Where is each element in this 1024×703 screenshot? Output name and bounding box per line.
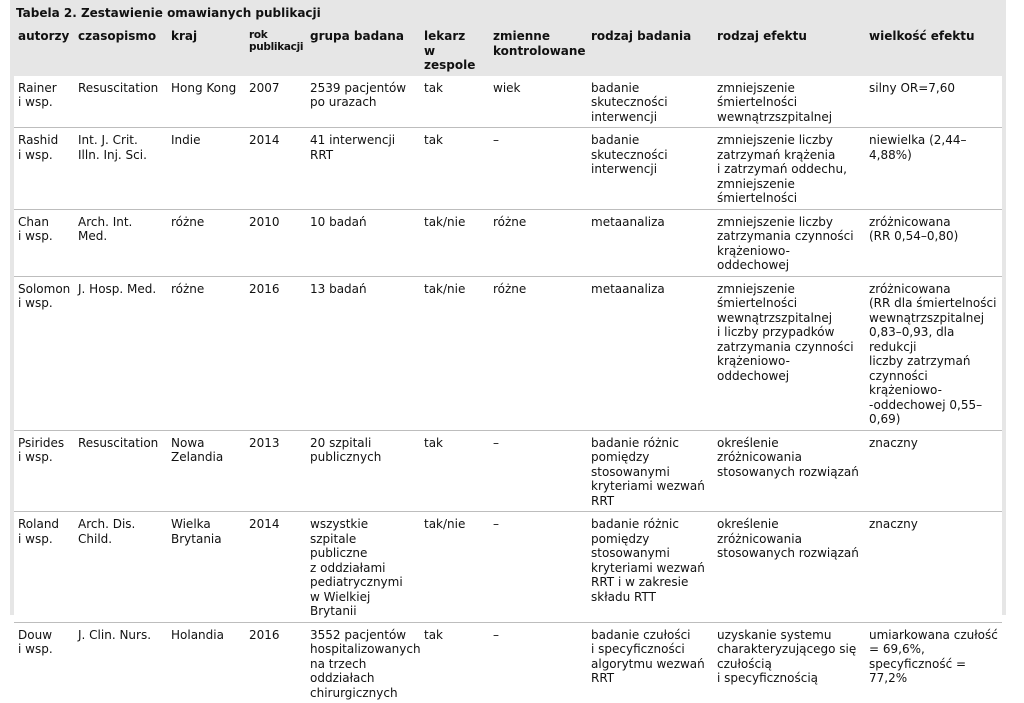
cell-year: 2014 (245, 512, 306, 623)
cell-year: 2016 (249, 627, 280, 642)
cell-effect-size: zróżnicowana (RR 0,54–0,80) (865, 209, 1002, 276)
cell-study-type: metaanaliza (587, 209, 713, 276)
column-header-effect-size: wielkość efektu (865, 24, 1002, 76)
column-header-effect-type: rodzaj efektu (713, 24, 865, 76)
cell-group: 10 badań (306, 209, 420, 276)
cell-study-type: badanie czułości i specyficzności algorytmu wezwań RRT (591, 627, 705, 685)
cell-year: 2007 (245, 76, 306, 128)
cell-country: różne (167, 209, 245, 276)
column-header-authors: autorzy (14, 24, 74, 76)
table-row (14, 276, 1002, 430)
cell-authors: Rashid i wsp. (14, 128, 74, 210)
cell-doctor: tak/nie (420, 512, 489, 623)
cell-effect-size: silny OR=7,60 (865, 76, 1002, 128)
cell-study-type: badanie skuteczności interwencji (587, 76, 713, 128)
cell-controlled: – (489, 128, 587, 210)
cell-doctor: tak/nie (420, 276, 489, 430)
cell-year: 2016 (245, 276, 306, 430)
column-header-year: rok publikacji (245, 24, 306, 76)
cell-effect-size: niewielka (2,44–4,88%) (865, 128, 1002, 210)
cell-year: 2013 (245, 430, 306, 512)
cell-doctor: tak (420, 128, 489, 210)
table-frame (10, 0, 1006, 700)
cell-study-type: metaanaliza (587, 276, 713, 430)
column-header-study-type: rodzaj badania (587, 24, 713, 76)
cell-effect-type: uzyskanie systemu charakteryzującego się czułością i specyficznością (717, 627, 857, 685)
cell-effect-size: znaczny (865, 512, 1002, 623)
cell-country: Nowa Zelandia (167, 430, 245, 512)
cell-country: Hong Kong (167, 76, 245, 128)
cell-country: Indie (167, 128, 245, 210)
header-row (14, 24, 1002, 76)
cell-journal: J. Clin. Nurs. (78, 627, 152, 642)
cell-year: 2014 (245, 128, 306, 210)
cell-group: 2539 pacjentów po urazach (306, 76, 420, 128)
cell-journal: Resuscitation (74, 76, 167, 128)
cell-authors: Chan i wsp. (14, 209, 74, 276)
cell-authors: Roland i wsp. (14, 512, 74, 623)
cell-authors: Solomon i wsp. (14, 276, 74, 430)
table-row (14, 430, 1002, 512)
cell-effect-type: zmniejszenie liczby zatrzymania czynności krążeniowo-oddechowej (713, 209, 865, 276)
cell-controlled: wiek (489, 76, 587, 128)
table-row (14, 76, 1002, 128)
cell-doctor: tak (420, 430, 489, 512)
cell-country: różne (167, 276, 245, 430)
cell-year: 2010 (245, 209, 306, 276)
cell-controlled: – (489, 430, 587, 512)
cell-country: Wielka Brytania (167, 512, 245, 623)
publications-table (14, 24, 1002, 703)
cell-authors: Douw i wsp. (18, 627, 53, 656)
cell-study-type: badanie skuteczności interwencji (587, 128, 713, 210)
column-header-group: grupa badana (306, 24, 420, 76)
cell-effect-type: zmniejszenie śmiertelności wewnątrzszpitalnej (713, 76, 865, 128)
cell-journal: Int. J. Crit. Illn. Inj. Sci. (74, 128, 167, 210)
cell-group: 20 szpitali publicznych (306, 430, 420, 512)
table-row (14, 512, 1002, 623)
cell-journal: Arch. Int. Med. (74, 209, 167, 276)
cell-effect-type: określenie zróżnicowania stosowanych rozwiązań (713, 430, 865, 512)
column-header-journal: czasopismo (74, 24, 167, 76)
cell-controlled: różne (489, 276, 587, 430)
cell-effect-size: znaczny (865, 430, 1002, 512)
cell-journal: Arch. Dis. Child. (74, 512, 167, 623)
cell-effect-type: zmniejszenie liczby zatrzymań krążenia i zatrzymań oddechu, zmniejszenie śmiertelności (713, 128, 865, 210)
cell-journal: Resuscitation (74, 430, 167, 512)
table-row (14, 209, 1002, 276)
cell-group: 13 badań (306, 276, 420, 430)
cell-study-type: badanie różnic pomiędzy stosowanymi kryteriami wezwań RRT (587, 430, 713, 512)
cell-effect-size: umiarkowana czułość = 69,6%, specyficzność = 77,2% (869, 627, 998, 685)
cell-controlled: – (489, 512, 587, 623)
column-header-controlled: zmienne kontrolowane (489, 24, 587, 76)
cell-country: Holandia (171, 627, 224, 642)
cell-study-type: badanie różnic pomiędzy stosowanymi kryteriami wezwań RRT i w zakresie składu RTT (587, 512, 713, 623)
cell-authors: Psirides i wsp. (14, 430, 74, 512)
table-row (14, 622, 1002, 703)
cell-group: 41 interwencji RRT (306, 128, 420, 210)
cell-controlled: – (493, 627, 499, 642)
cell-effect-type: zmniejszenie śmiertelności wewnątrzszpitalnej i liczby przypadków zatrzymania czynności krążeniowo-oddechowej (713, 276, 865, 430)
table-caption: Tabela 2. Zestawienie omawianych publikacji (16, 6, 321, 20)
column-header-country: kraj (167, 24, 245, 76)
cell-journal: J. Hosp. Med. (74, 276, 167, 430)
cell-controlled: różne (489, 209, 587, 276)
column-header-doctor: lekarz w zespole (420, 24, 489, 76)
table-row (14, 128, 1002, 210)
cell-doctor: tak/nie (420, 209, 489, 276)
cell-doctor: tak (424, 627, 444, 642)
cell-group: wszystkie szpitale publiczne z oddziałami pediatrycznymi w Wielkiej Brytanii (306, 512, 420, 623)
cell-group: 3552 pacjentów hospitalizowanych na trzech oddziałach chirurgicznych (310, 627, 421, 700)
cell-doctor: tak (420, 76, 489, 128)
cell-effect-size: zróżnicowana (RR dla śmiertelności wewnątrzszpitalnej 0,83–0,93, dla redukcji liczby zatrzymań czynności krążeniowo- -oddechowej 0,55–0,69) (865, 276, 1002, 430)
cell-authors: Rainer i wsp. (14, 76, 74, 128)
cell-effect-type: określenie zróżnicowania stosowanych rozwiązań (713, 512, 865, 623)
